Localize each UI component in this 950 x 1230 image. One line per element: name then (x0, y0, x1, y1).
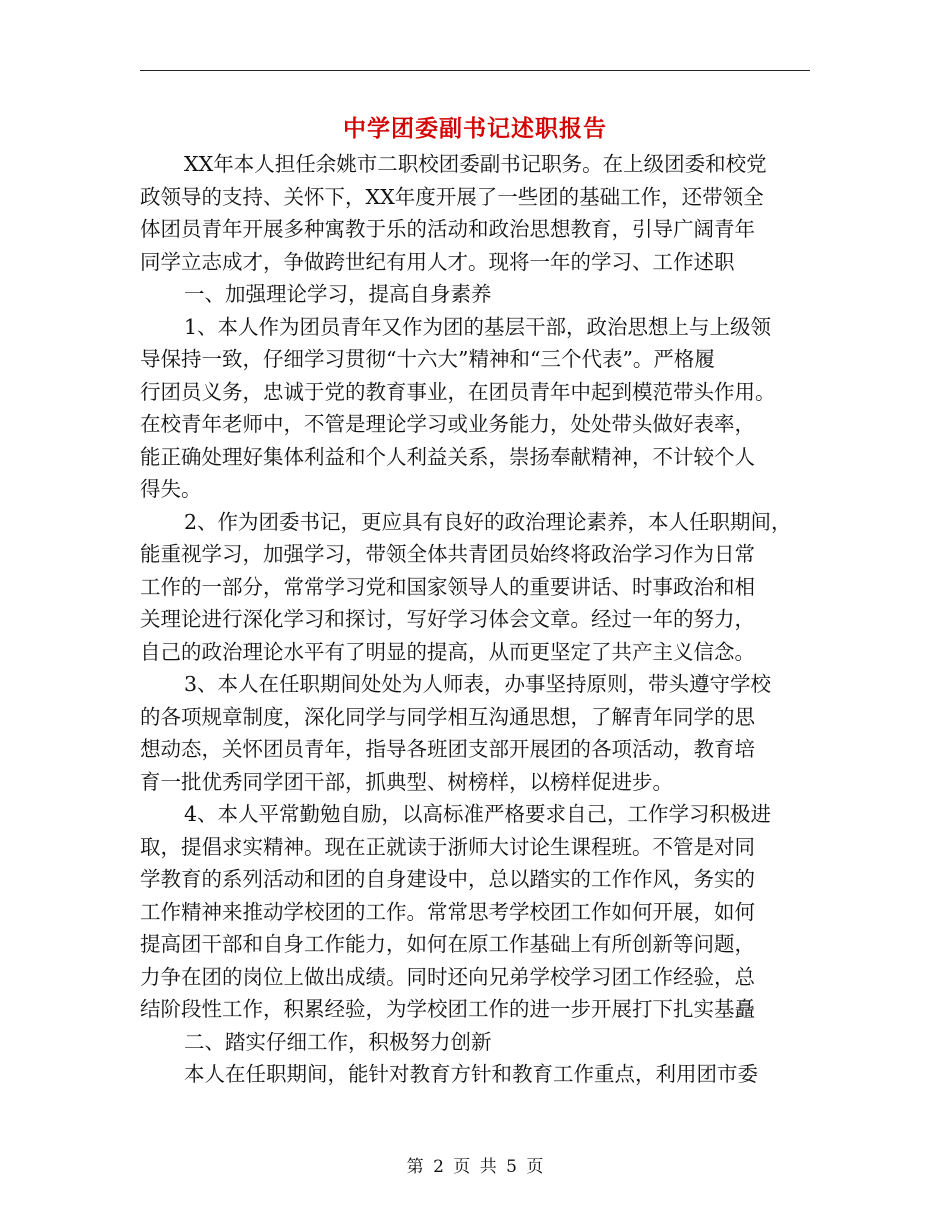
text-line: 行团员义务，忠诚于党的教育事业，在团员青年中起到模范带头作用。 (140, 379, 776, 404)
text-line: 一、加强理论学习，提高自身素养 (184, 282, 492, 306)
page-number: 第 2 页 共 5 页 (406, 1157, 544, 1177)
text-line: 政领导的支持、关怀下，XX年度开展了一些团的基础工作，还带领全 (140, 184, 764, 209)
text-line: 同学立志成才，争做跨世纪有用人才。现将一年的学习、工作述职 (140, 249, 735, 274)
document-body (140, 148, 812, 1091)
text-line: 能正确处理好集体利益和个人利益关系，崇扬奉献精神，不计较个人 (140, 444, 755, 469)
text-line: 得失。 (140, 477, 202, 501)
text-line: 提高团干部和自身工作能力，如何在原工作基础上有所创新等问题， (140, 932, 755, 956)
text-line: 工作的一部分，常常学习党和国家领导人的重要讲话、时事政治和相 (140, 574, 755, 599)
text-line: 工作精神来推动学校团的工作。常常思考学校团工作如何开展，如何 (140, 899, 755, 924)
text-line: 育一批优秀同学团干部，抓典型、树榜样，以榜样促进步。 (140, 769, 673, 794)
text-line: 力争在团的岗位上做出成绩。同时还向兄弟学校学习团工作经验，总 (140, 964, 755, 989)
document-title: 中学团委副书记述职报告 (343, 115, 607, 142)
text-line: 学教育的系列活动和团的自身建设中，总以踏实的工作作风，务实的 (140, 867, 755, 891)
text-line: 想动态，关怀团员青年，指导各班团支部开展团的各项活动，教育培 (140, 737, 755, 761)
text-line: 结阶段性工作，积累经验，为学校团工作的进一步开展打下扎实基矗 (140, 997, 755, 1021)
text-line: 1、本人作为团员青年又作为团的基层干部，政治思想上与上级领 (184, 314, 772, 339)
text-line: 体团员青年开展多种寓教于乐的活动和政治思想教育，引导广阔青年 (140, 217, 755, 241)
text-line: 的各项规章制度，深化同学与同学相互沟通思想，了解青年同学的思 (140, 704, 755, 729)
text-line: 在校青年老师中，不管是理论学习或业务能力，处处带头做好表率， (140, 412, 755, 436)
text-line: 取，提倡求实精神。现在正就读于浙师大讨论生课程班。不管是对同 (140, 834, 755, 859)
header-rule (140, 70, 810, 71)
text-line: 能重视学习，加强学习，带领全体共青团员始终将政治学习作为日常 (140, 542, 755, 566)
text-line: 导保持一致，仔细学习贯彻“十六大”精神和“三个代表”。严格履 (140, 347, 715, 371)
text-line: 自己的政治理论水平有了明显的提高，从而更坚定了共产主义信念。 (140, 639, 755, 664)
text-line: 2、作为团委书记，更应具有良好的政治理论素养，本人任职期间， (184, 509, 792, 534)
text-line: 二、踏实仔细工作，积极努力创新 (184, 1029, 492, 1054)
text-line: 本人在任职期间，能针对教育方针和教育工作重点，利用团市委 (184, 1062, 758, 1086)
text-line: 4、本人平常勤勉自励，以高标准严格要求自己，工作学习积极进 (184, 802, 772, 826)
text-line: 关理论进行深化学习和探讨，写好学习体会文章。经过一年的努力， (140, 607, 755, 631)
text-line: 3、本人在任职期间处处为人师表，办事坚持原则，带头遵守学校 (184, 672, 772, 696)
text-line: XX年本人担任余姚市二职校团委副书记职务。在上级团委和校党 (184, 152, 767, 176)
